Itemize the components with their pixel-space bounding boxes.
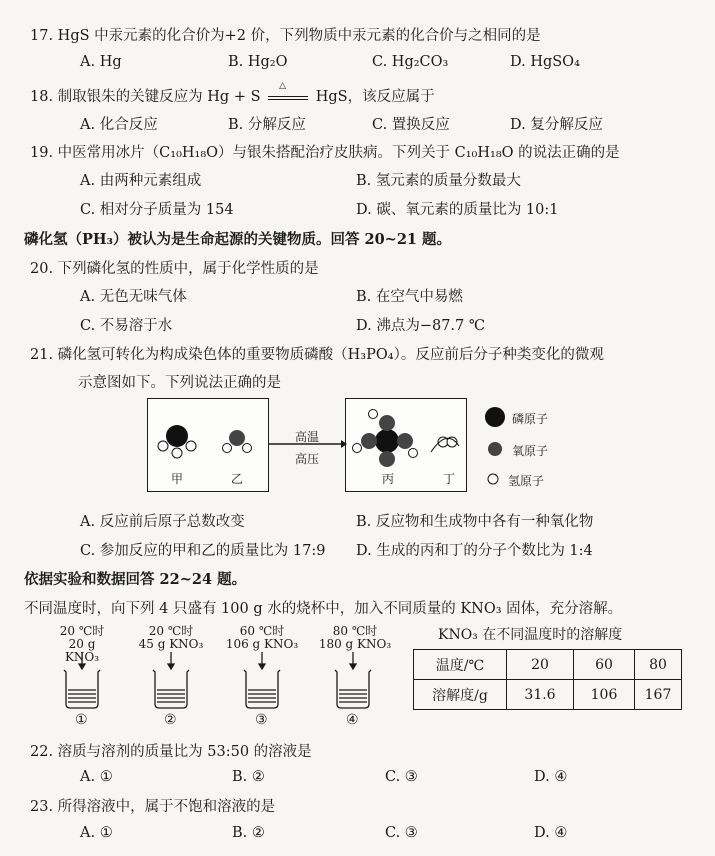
beaker-3-mass: 106 g KNO₃ [225,637,299,651]
q17-option-c: C. Hg₂CO₃ [372,54,449,70]
legend-oxygen: 氧原子 [512,444,549,458]
q18-option-b: B. 分解反应 [228,117,306,133]
q22-option-a: A. ① [80,769,113,785]
q20-option-b: B. 在空气中易燃 [356,289,463,305]
beaker-4-temp: 80 ℃时 [332,624,378,638]
q20-option-c: C. 不易溶于水 [80,318,173,334]
table-row [414,680,682,710]
q21-option-a: A. 反应前后原子总数改变 [80,514,245,530]
label-bing: 丙 [382,472,395,486]
q18-option-a: A. 化合反应 [80,117,158,133]
q18-stem-right: HgS，该反应属于 [315,89,435,105]
table-cell: 溶解度/g [414,680,507,710]
beaker-2-mass: 45 g KNO₃ [138,637,204,651]
q23-option-b: B. ② [232,825,265,841]
legend-phosphorus: 磷原子 [512,412,549,426]
arrow-condition-top: 高温 [295,430,320,444]
legend-hydrogen: 氢原子 [508,474,545,488]
table-cell: 167 [635,680,682,710]
q21-option-d: D. 生成的丙和丁的分子个数比为 1:4 [356,543,593,559]
molecule-drawing [147,398,467,494]
q20-stem: 20. 下列磷化氢的性质中，属于化学性质的是 [30,261,319,277]
q17-option-b: B. Hg₂O [228,54,288,70]
beaker-3-label [224,625,300,651]
q19-stem: 19. 中医常用冰片（C₁₀H₁₈O）与银朱搭配治疗皮肤病。下列关于 C₁₀H₁₈O 的说法正确的是 [30,145,620,161]
q23-option-c: C. ③ [385,825,418,841]
q19-option-a: A. 由两种元素组成 [80,173,202,189]
section-exp-heading: 依据实验和数据回答 22~24 题。 [24,571,247,588]
beaker-4-mass: 180 g KNO₃ [318,637,392,651]
q19-option-b: B. 氢元素的质量分数最大 [356,173,521,189]
molecular-diagram [147,398,467,494]
q21-stem-line2: 示意图如下。下列说法正确的是 [78,375,281,391]
q23-option-a: A. ① [80,825,113,841]
q20-option-d: D. 沸点为−87.7 ℃ [356,318,486,334]
experiment-intro: 不同温度时，向下列 4 只盛有 100 g 水的烧杯中，加入不同质量的 KNO₃ 固体，充分溶解。 [24,601,623,617]
beaker-4-label [316,625,394,651]
q18-option-d: D. 复分解反应 [510,117,603,133]
section-ph3-heading: 磷化氢（PH₃）被认为是生命起源的关键物质。回答 20~21 题。 [24,231,452,248]
table-cell: 温度/℃ [414,650,507,680]
beaker-2-label [138,625,204,651]
label-yi: 乙 [231,472,244,486]
beaker-2-number: ② [164,712,177,728]
q23-option-d: D. ④ [534,825,568,841]
q19-option-c: C. 相对分子质量为 154 [80,202,234,218]
q23-stem: 23. 所得溶液中，属于不饱和溶液的是 [30,799,276,815]
table-cell: 20 [507,650,574,680]
reaction-equals-sign [268,81,308,104]
q21-option-c: C. 参加反应的甲和乙的质量比为 17:9 [80,543,326,559]
legend-icons [484,405,508,491]
solubility-table-title: KNO₃ 在不同温度时的溶解度 [438,627,623,643]
q22-option-b: B. ② [232,769,265,785]
q18-stem [30,81,435,106]
beaker-4-number: ④ [346,712,359,728]
beaker-1-number: ① [75,712,88,728]
q17-option-a: A. Hg [80,54,122,70]
table-cell: 106 [574,680,635,710]
q19-option-d: D. 碳、氧元素的质量比为 10:1 [356,202,559,218]
q21-option-b: B. 反应物和生成物中各有一种氧化物 [356,514,594,530]
table-cell: 60 [574,650,635,680]
solubility-table [413,649,682,710]
beaker-1-mass: 20 g KNO₃ [64,637,100,664]
beakers-drawing [40,652,400,712]
q18-option-c: C. 置换反应 [372,117,450,133]
heat-symbol: △ [279,81,287,91]
beaker-3-temp: 60 ℃时 [239,624,285,638]
arrow-condition-bottom: 高压 [295,452,320,466]
beaker-2-temp: 20 ℃时 [148,624,194,638]
label-jia: 甲 [171,472,184,486]
q21-stem-line1: 21. 磷化氢可转化为构成染色体的重要物质磷酸（H₃PO₄）。反应前后分子种类变化的微观 [30,347,604,363]
q22-option-c: C. ③ [385,769,418,785]
table-row [414,650,682,680]
q22-option-d: D. ④ [534,769,568,785]
q20-option-a: A. 无色无味气体 [80,289,187,305]
q18-stem-left: 18. 制取银朱的关键反应为 Hg + S [30,89,261,105]
table-cell: 80 [635,650,682,680]
q22-stem: 22. 溶质与溶剂的质量比为 53:50 的溶液是 [30,744,312,760]
label-ding: 丁 [443,472,456,486]
table-cell: 31.6 [507,680,574,710]
beaker-1-temp: 20 ℃时 [59,624,105,638]
q17-option-d: D. HgSO₄ [510,54,580,70]
beaker-3-number: ③ [255,712,268,728]
q17-stem: 17. HgS 中汞元素的化合价为+2 价，下列物质中汞元素的化合价与之相同的是 [30,28,541,44]
